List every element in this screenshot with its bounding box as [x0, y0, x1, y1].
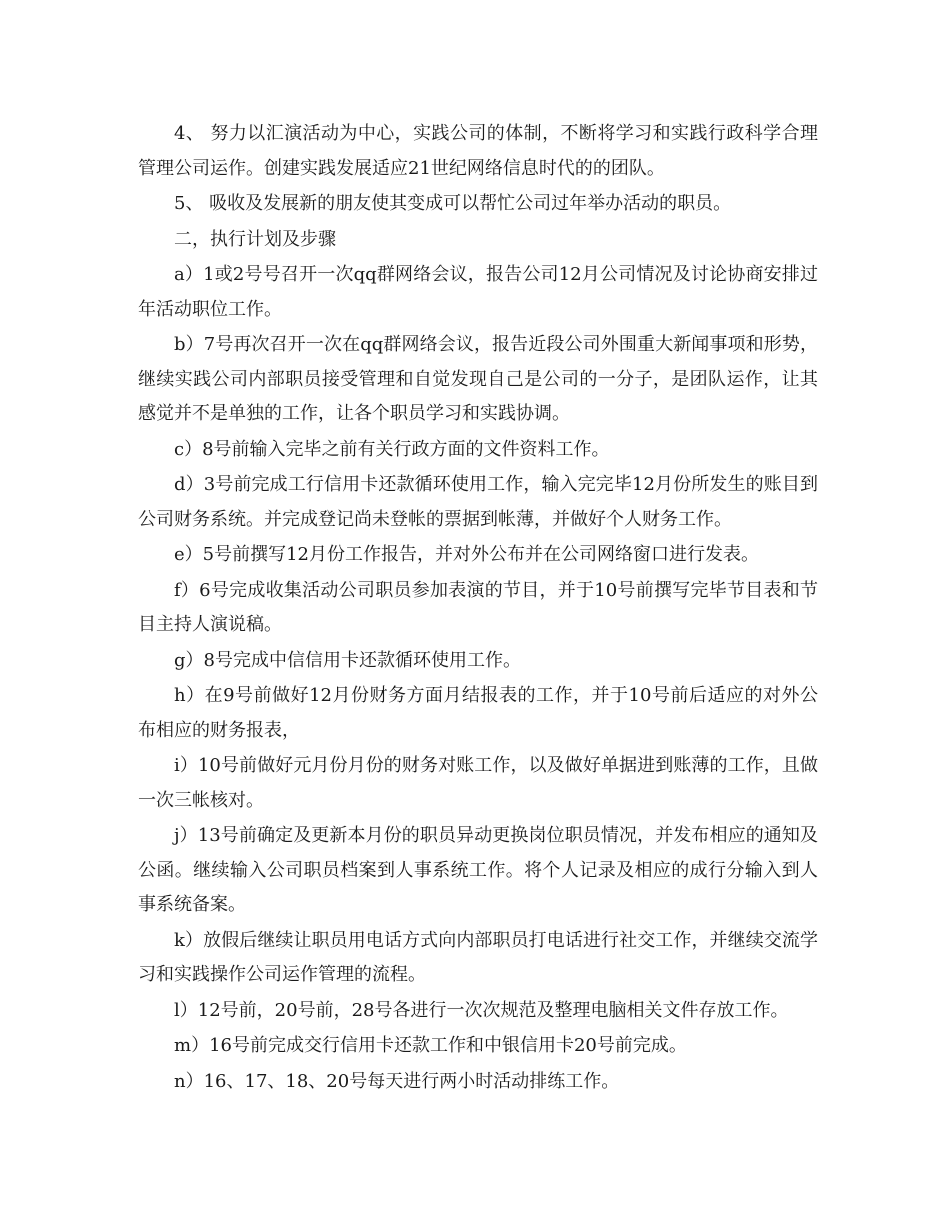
step-c: c）8号前输入完毕之前有关行政方面的文件资料工作。: [174, 438, 610, 460]
step-k: k）放假后继续让职员用电话方式向内部职员打电话进行社交工作，并继续交流学习和实践操作公司运作管理的流程。: [138, 929, 818, 985]
step-i: i）10号前做好元月份月份的财务对账工作，以及做好单据进到账薄的工作，且做一次三帐核对。: [138, 755, 818, 811]
step-l: l）12号前，20号前，28号各进行一次次规范及整理电脑相关文件存放工作。: [174, 999, 789, 1021]
step-e: e）5号前撰写12月份工作报告，并对外公布并在公司网络窗口进行发表。: [174, 544, 760, 565]
step-m: m）16号前完成交行信用卡还款工作和中银信用卡20号前完成。: [174, 1035, 687, 1056]
step-d: d）3号前完成工行信用卡还款循环使用工作，输入完完毕12月份所发生的账目到公司财务系统。并完成登记尚未登帐的票据到帐薄，并做好个人财务工作。: [138, 474, 818, 530]
step-b: b）7号再次召开一次在qq群网络会议，报告近段公司外围重大新闻事项和形势，继续实践公司内部职员接受管理和自觉发现自己是公司的一分子，是团队运作，让其感觉并不是单独的工作，让各个职员学习和实践协调。: [138, 334, 818, 424]
section-heading: 二，执行计划及步骤: [174, 228, 336, 250]
step-f: f）6号完成收集活动公司职员参加表演的节目，并于10号前撰写完毕节目表和节目主持人演说稿。: [138, 579, 818, 635]
step-a: a）1或2号号召开一次qq群网络会议，报告公司12月公司情况及讨论协商安排过年活动职位工作。: [138, 264, 818, 320]
step-h: h）在9号前做好12月份财务方面月结报表的工作，并于10号前后适应的对外公布相应的财务报表，: [138, 685, 818, 741]
step-g: g）8号完成中信信用卡还款循环使用工作。: [174, 649, 521, 671]
step-n: n）16、17、18、20号每天进行两小时活动排练工作。: [174, 1070, 620, 1092]
paragraph-item-4: 4、 努力以汇演活动为中心，实践公司的体制，不断将学习和实践行政科学合理管理公司运作。创建实践发展适应21世纪网络信息时代的的团队。: [138, 123, 818, 179]
paragraph-item-5: 5、 吸收及发展新的朋友使其变成可以帮忙公司过年举办活动的职员。: [174, 193, 732, 214]
step-j: j）13号前确定及更新本月份的职员异动更换岗位职员情况，并发布相应的通知及公函。继续输入公司职员档案到人事系统工作。将个人记录及相应的成行分输入到人事系统备案。: [138, 825, 818, 915]
document-body: [138, 117, 818, 1100]
